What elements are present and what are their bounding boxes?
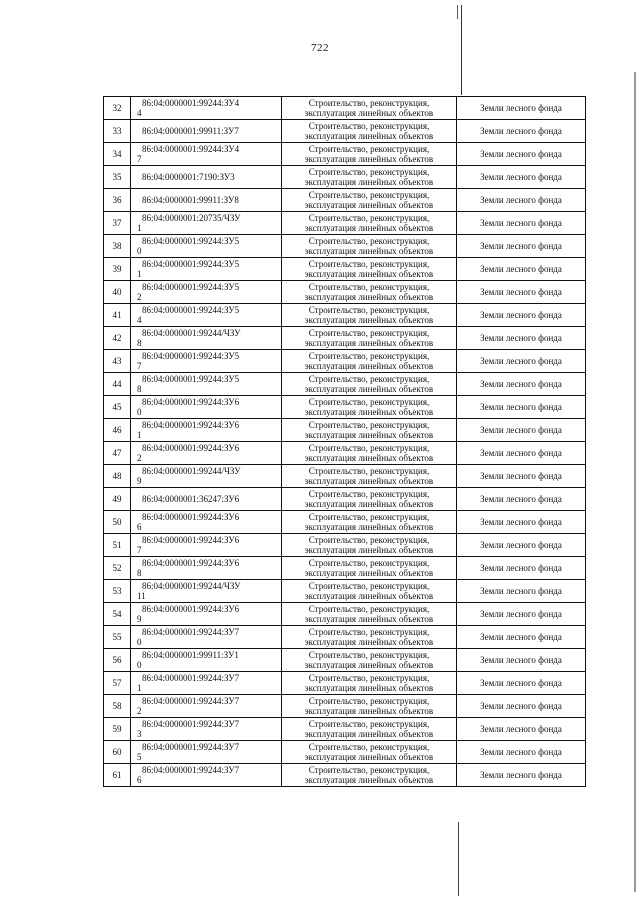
permitted-use-line-1: Строительство, реконструкция, [308, 650, 430, 660]
row-number: 36 [104, 189, 131, 212]
land-category: Земли лесного фонда [457, 304, 586, 327]
permitted-use-line-1: Строительство, реконструкция, [308, 282, 430, 292]
permitted-use-line-2: эксплуатация линейных объектов [304, 338, 434, 348]
land-category: Земли лесного фонда [457, 695, 586, 718]
cadastral-number: 86:04:0000001:99244:ЗУ4 [142, 144, 240, 154]
permitted-use-line-1: Строительство, реконструкция, [308, 581, 430, 591]
permitted-use-cell [282, 396, 457, 419]
cadastral-number-cell [131, 534, 282, 557]
cadastral-number-suffix: 1 [137, 223, 142, 233]
cadastral-number-suffix: 0 [137, 660, 142, 670]
cadastral-number-suffix: 11 [137, 591, 146, 601]
permitted-use-line-1: Строительство, реконструкция, [308, 236, 430, 246]
permitted-use-cell [282, 465, 457, 488]
cadastral-number-suffix: 6 [137, 775, 142, 785]
permitted-use-cell [282, 442, 457, 465]
cadastral-number-cell [131, 373, 282, 396]
permitted-use-cell [282, 764, 457, 787]
cadastral-number: 86:04:0000001:36247:ЗУ6 [142, 494, 240, 504]
cadastral-number-cell [131, 396, 282, 419]
permitted-use-line-2: эксплуатация линейных объектов [304, 361, 434, 371]
cadastral-number-suffix: 6 [137, 522, 142, 532]
row-number: 51 [104, 534, 131, 557]
scan-artifact-line [457, 5, 458, 19]
cadastral-number: 86:04:0000001:99911:ЗУ1 [142, 650, 239, 660]
cadastral-number: 86:04:0000001:99911:ЗУ8 [142, 195, 239, 205]
permitted-use-line-2: эксплуатация линейных объектов [304, 315, 434, 325]
row-number: 45 [104, 396, 131, 419]
permitted-use-line-1: Строительство, реконструкция, [308, 121, 430, 131]
page-number: 722 [311, 42, 329, 54]
table-row [104, 120, 586, 143]
permitted-use-cell [282, 649, 457, 672]
land-category: Земли лесного фонда [457, 373, 586, 396]
cadastral-number: 86:04:0000001:99244:ЗУ5 [142, 259, 240, 269]
permitted-use-line-1: Строительство, реконструкция, [308, 190, 430, 200]
table-row [104, 764, 586, 787]
cadastral-number-cell [131, 718, 282, 741]
permitted-use-line-2: эксплуатация линейных объектов [304, 131, 434, 141]
land-category: Земли лесного фонда [457, 212, 586, 235]
cadastral-number-cell [131, 580, 282, 603]
permitted-use-cell [282, 741, 457, 764]
table-row [104, 442, 586, 465]
cadastral-number-suffix: 5 [137, 752, 142, 762]
table-row [104, 396, 586, 419]
cadastral-number-cell [131, 281, 282, 304]
cadastral-number: 86:04:0000001:99244:ЗУ6 [142, 535, 240, 545]
permitted-use-cell [282, 258, 457, 281]
permitted-use-line-1: Строительство, реконструкция, [308, 213, 430, 223]
table-row [104, 511, 586, 534]
permitted-use-line-2: эксплуатация линейных объектов [304, 292, 434, 302]
permitted-use-line-2: эксплуатация линейных объектов [304, 637, 434, 647]
table-row [104, 672, 586, 695]
permitted-use-cell [282, 97, 457, 120]
row-number: 33 [104, 120, 131, 143]
land-category: Земли лесного фонда [457, 465, 586, 488]
cadastral-number-cell [131, 649, 282, 672]
row-number: 57 [104, 672, 131, 695]
cadastral-number: 86:04:0000001:99244:ЗУ7 [142, 696, 240, 706]
cadastral-number: 86:04:0000001:99244:ЗУ6 [142, 558, 240, 568]
permitted-use-cell [282, 189, 457, 212]
permitted-use-cell [282, 557, 457, 580]
land-category: Земли лесного фонда [457, 258, 586, 281]
permitted-use-line-2: эксплуатация линейных объектов [304, 545, 434, 555]
permitted-use-cell [282, 143, 457, 166]
permitted-use-cell [282, 281, 457, 304]
cadastral-number: 86:04:0000001:99244:ЗУ5 [142, 236, 240, 246]
land-category: Земли лесного фонда [457, 396, 586, 419]
cadastral-number-suffix: 7 [137, 545, 142, 555]
cadastral-number-cell [131, 741, 282, 764]
table-row [104, 327, 586, 350]
table-row [104, 373, 586, 396]
permitted-use-cell [282, 304, 457, 327]
permitted-use-line-1: Строительство, реконструкция, [308, 489, 430, 499]
cadastral-number-suffix: 1 [137, 430, 142, 440]
row-number: 47 [104, 442, 131, 465]
permitted-use-line-1: Строительство, реконструкция, [308, 742, 430, 752]
permitted-use-line-2: эксплуатация линейных объектов [304, 476, 434, 486]
cadastral-number-suffix: 0 [137, 407, 142, 417]
permitted-use-line-1: Строительство, реконструкция, [308, 420, 430, 430]
permitted-use-line-1: Строительство, реконструкция, [308, 765, 430, 775]
row-number: 41 [104, 304, 131, 327]
table-row [104, 97, 586, 120]
row-number: 59 [104, 718, 131, 741]
cadastral-number-cell [131, 764, 282, 787]
land-category: Земли лесного фонда [457, 143, 586, 166]
land-category: Земли лесного фонда [457, 442, 586, 465]
row-number: 38 [104, 235, 131, 258]
cadastral-number: 86:04:0000001:99244/ЧЗУ [142, 328, 241, 338]
table-row [104, 235, 586, 258]
table-row [104, 212, 586, 235]
land-category: Земли лесного фонда [457, 764, 586, 787]
land-category: Земли лесного фонда [457, 741, 586, 764]
cadastral-number-cell [131, 304, 282, 327]
row-number: 40 [104, 281, 131, 304]
permitted-use-line-1: Строительство, реконструкция, [308, 328, 430, 338]
permitted-use-line-2: эксплуатация линейных объектов [304, 752, 434, 762]
permitted-use-cell [282, 603, 457, 626]
cadastral-number-cell [131, 511, 282, 534]
cadastral-number-suffix: 7 [137, 154, 142, 164]
cadastral-number: 86:04:0000001:99911:ЗУ7 [142, 126, 239, 136]
cadastral-number: 86:04:0000001:99244:ЗУ5 [142, 305, 240, 315]
permitted-use-cell [282, 235, 457, 258]
row-number: 53 [104, 580, 131, 603]
row-number: 54 [104, 603, 131, 626]
land-category: Земли лесного фонда [457, 189, 586, 212]
table-row [104, 488, 586, 511]
land-category: Земли лесного фонда [457, 419, 586, 442]
permitted-use-line-2: эксплуатация линейных объектов [304, 108, 434, 118]
cadastral-number-cell [131, 603, 282, 626]
table-row [104, 580, 586, 603]
cadastral-number-suffix: 9 [137, 476, 142, 486]
cadastral-number-cell [131, 350, 282, 373]
permitted-use-line-2: эксплуатация линейных объектов [304, 683, 434, 693]
row-number: 52 [104, 557, 131, 580]
cadastral-number: 86:04:0000001:99244:ЗУ4 [142, 98, 240, 108]
table-row [104, 166, 586, 189]
table-row [104, 603, 586, 626]
land-category: Земли лесного фонда [457, 120, 586, 143]
permitted-use-line-2: эксплуатация линейных объектов [304, 729, 434, 739]
permitted-use-line-1: Строительство, реконструкция, [308, 627, 430, 637]
permitted-use-line-1: Строительство, реконструкция, [308, 558, 430, 568]
row-number: 46 [104, 419, 131, 442]
land-category: Земли лесного фонда [457, 580, 586, 603]
cadastral-number-suffix: 2 [137, 706, 142, 716]
permitted-use-cell [282, 626, 457, 649]
cadastral-number: 86:04:0000001:99244/ЧЗУ [142, 581, 241, 591]
permitted-use-cell [282, 212, 457, 235]
permitted-use-cell [282, 695, 457, 718]
cadastral-number-suffix: 4 [137, 315, 142, 325]
table-row [104, 534, 586, 557]
table-row [104, 258, 586, 281]
cadastral-number-suffix: 8 [137, 338, 142, 348]
scan-artifact-line [458, 822, 459, 896]
cadastral-number-cell [131, 419, 282, 442]
permitted-use-line-2: эксплуатация линейных объектов [304, 154, 434, 164]
row-number: 42 [104, 327, 131, 350]
table-row [104, 695, 586, 718]
cadastral-number: 86:04:0000001:99244:ЗУ6 [142, 443, 240, 453]
permitted-use-line-1: Строительство, реконструкция, [308, 305, 430, 315]
row-number: 32 [104, 97, 131, 120]
cadastral-number: 86:04:0000001:99244:ЗУ7 [142, 765, 240, 775]
land-category: Земли лесного фонда [457, 649, 586, 672]
permitted-use-line-1: Строительство, реконструкция, [308, 374, 430, 384]
cadastral-number-cell [131, 120, 282, 143]
land-category: Земли лесного фонда [457, 557, 586, 580]
permitted-use-line-1: Строительство, реконструкция, [308, 351, 430, 361]
cadastral-number: 86:04:0000001:99244:ЗУ7 [142, 673, 240, 683]
permitted-use-line-1: Строительство, реконструкция, [308, 98, 430, 108]
land-category: Земли лесного фонда [457, 235, 586, 258]
land-category: Земли лесного фонда [457, 97, 586, 120]
permitted-use-line-2: эксплуатация линейных объектов [304, 591, 434, 601]
land-category: Земли лесного фонда [457, 350, 586, 373]
cadastral-number: 86:04:0000001:99244:ЗУ5 [142, 351, 240, 361]
permitted-use-line-1: Строительство, реконструкция, [308, 512, 430, 522]
land-category: Земли лесного фонда [457, 672, 586, 695]
permitted-use-cell [282, 120, 457, 143]
cadastral-number-suffix: 2 [137, 453, 142, 463]
land-category: Земли лесного фонда [457, 603, 586, 626]
permitted-use-line-2: эксплуатация линейных объектов [304, 568, 434, 578]
cadastral-number-suffix: 2 [137, 292, 142, 302]
row-number: 43 [104, 350, 131, 373]
table-row [104, 557, 586, 580]
permitted-use-cell [282, 166, 457, 189]
table-row [104, 649, 586, 672]
permitted-use-cell [282, 672, 457, 695]
table-row [104, 281, 586, 304]
permitted-use-line-1: Строительство, реконструкция, [308, 397, 430, 407]
row-number: 39 [104, 258, 131, 281]
permitted-use-line-2: эксплуатация линейных объектов [304, 453, 434, 463]
permitted-use-cell [282, 350, 457, 373]
permitted-use-cell [282, 718, 457, 741]
table-row [104, 189, 586, 212]
table-row [104, 741, 586, 764]
permitted-use-line-1: Строительство, реконструкция, [308, 466, 430, 476]
cadastral-number-suffix: 3 [137, 729, 142, 739]
permitted-use-line-1: Строительство, реконструкция, [308, 604, 430, 614]
cadastral-number: 86:04:0000001:99244:ЗУ6 [142, 397, 240, 407]
permitted-use-line-2: эксплуатация линейных объектов [304, 269, 434, 279]
cadastral-number-cell [131, 258, 282, 281]
cadastral-number: 86:04:0000001:99244:ЗУ5 [142, 374, 240, 384]
land-category: Земли лесного фонда [457, 626, 586, 649]
cadastral-number-cell [131, 442, 282, 465]
permitted-use-line-1: Строительство, реконструкция, [308, 259, 430, 269]
table-row [104, 304, 586, 327]
scan-artifact-edge [634, 72, 636, 892]
cadastral-number: 86:04:0000001:99244:ЗУ7 [142, 719, 240, 729]
permitted-use-cell [282, 327, 457, 350]
permitted-use-line-2: эксплуатация линейных объектов [304, 430, 434, 440]
permitted-use-line-2: эксплуатация линейных объектов [304, 660, 434, 670]
cadastral-number: 86:04:0000001:99244:ЗУ7 [142, 627, 240, 637]
cadastral-number-suffix: 4 [137, 108, 142, 118]
cadastral-number-suffix: 8 [137, 568, 142, 578]
land-category: Земли лесного фонда [457, 327, 586, 350]
table-row [104, 718, 586, 741]
row-number: 44 [104, 373, 131, 396]
cadastral-number-suffix: 7 [137, 361, 142, 371]
permitted-use-line-1: Строительство, реконструкция, [308, 673, 430, 683]
permitted-use-line-2: эксплуатация линейных объектов [304, 614, 434, 624]
cadastral-number: 86:04:0000001:99244:ЗУ7 [142, 742, 240, 752]
land-plots-table-body [104, 97, 586, 787]
permitted-use-line-1: Строительство, реконструкция, [308, 167, 430, 177]
permitted-use-cell [282, 580, 457, 603]
cadastral-number: 86:04:0000001:20735/ЧЗУ [142, 213, 241, 223]
cadastral-number: 86:04:0000001:99244/ЧЗУ [142, 466, 241, 476]
row-number: 48 [104, 465, 131, 488]
cadastral-number-cell [131, 626, 282, 649]
land-category: Земли лесного фонда [457, 718, 586, 741]
permitted-use-line-1: Строительство, реконструкция, [308, 696, 430, 706]
land-category: Земли лесного фонда [457, 511, 586, 534]
cadastral-number-suffix: 1 [137, 269, 142, 279]
permitted-use-line-1: Строительство, реконструкция, [308, 719, 430, 729]
cadastral-number: 86:04:0000001:7190:ЗУ3 [142, 172, 235, 182]
cadastral-number-cell [131, 672, 282, 695]
row-number: 55 [104, 626, 131, 649]
cadastral-number-cell [131, 212, 282, 235]
cadastral-number-cell [131, 695, 282, 718]
cadastral-number: 86:04:0000001:99244:ЗУ6 [142, 512, 240, 522]
permitted-use-line-2: эксплуатация линейных объектов [304, 384, 434, 394]
row-number: 34 [104, 143, 131, 166]
permitted-use-line-1: Строительство, реконструкция, [308, 443, 430, 453]
cadastral-number-cell [131, 97, 282, 120]
row-number: 37 [104, 212, 131, 235]
row-number: 56 [104, 649, 131, 672]
permitted-use-line-2: эксплуатация линейных объектов [304, 407, 434, 417]
cadastral-number-cell [131, 235, 282, 258]
cadastral-number-cell [131, 488, 282, 511]
row-number: 60 [104, 741, 131, 764]
permitted-use-line-2: эксплуатация линейных объектов [304, 499, 434, 509]
land-plots-table [103, 96, 586, 787]
permitted-use-cell [282, 488, 457, 511]
row-number: 50 [104, 511, 131, 534]
table-row [104, 350, 586, 373]
permitted-use-line-2: эксплуатация линейных объектов [304, 706, 434, 716]
cadastral-number-cell [131, 166, 282, 189]
cadastral-number-suffix: 0 [137, 637, 142, 647]
table-row [104, 143, 586, 166]
cadastral-number: 86:04:0000001:99244:ЗУ6 [142, 420, 240, 430]
permitted-use-line-2: эксплуатация линейных объектов [304, 200, 434, 210]
row-number: 61 [104, 764, 131, 787]
cadastral-number-cell [131, 189, 282, 212]
cadastral-number-cell [131, 465, 282, 488]
permitted-use-line-1: Строительство, реконструкция, [308, 535, 430, 545]
cadastral-number-suffix: 0 [137, 246, 142, 256]
permitted-use-line-1: Строительство, реконструкция, [308, 144, 430, 154]
row-number: 35 [104, 166, 131, 189]
land-category: Земли лесного фонда [457, 488, 586, 511]
table-row [104, 626, 586, 649]
permitted-use-line-2: эксплуатация линейных объектов [304, 177, 434, 187]
cadastral-number-cell [131, 143, 282, 166]
cadastral-number-cell [131, 327, 282, 350]
row-number: 58 [104, 695, 131, 718]
cadastral-number-suffix: 9 [137, 614, 142, 624]
land-category: Земли лесного фонда [457, 281, 586, 304]
table-row [104, 419, 586, 442]
permitted-use-line-2: эксплуатация линейных объектов [304, 775, 434, 785]
row-number: 49 [104, 488, 131, 511]
land-category: Земли лесного фонда [457, 534, 586, 557]
permitted-use-line-2: эксплуатация линейных объектов [304, 522, 434, 532]
permitted-use-line-2: эксплуатация линейных объектов [304, 223, 434, 233]
cadastral-number-suffix: 8 [137, 384, 142, 394]
permitted-use-cell [282, 534, 457, 557]
permitted-use-cell [282, 419, 457, 442]
cadastral-number: 86:04:0000001:99244:ЗУ6 [142, 604, 240, 614]
cadastral-number-cell [131, 557, 282, 580]
permitted-use-cell [282, 373, 457, 396]
table-row [104, 465, 586, 488]
cadastral-number: 86:04:0000001:99244:ЗУ5 [142, 282, 240, 292]
permitted-use-cell [282, 511, 457, 534]
permitted-use-line-2: эксплуатация линейных объектов [304, 246, 434, 256]
land-category: Земли лесного фонда [457, 166, 586, 189]
cadastral-number-suffix: 1 [137, 683, 142, 693]
